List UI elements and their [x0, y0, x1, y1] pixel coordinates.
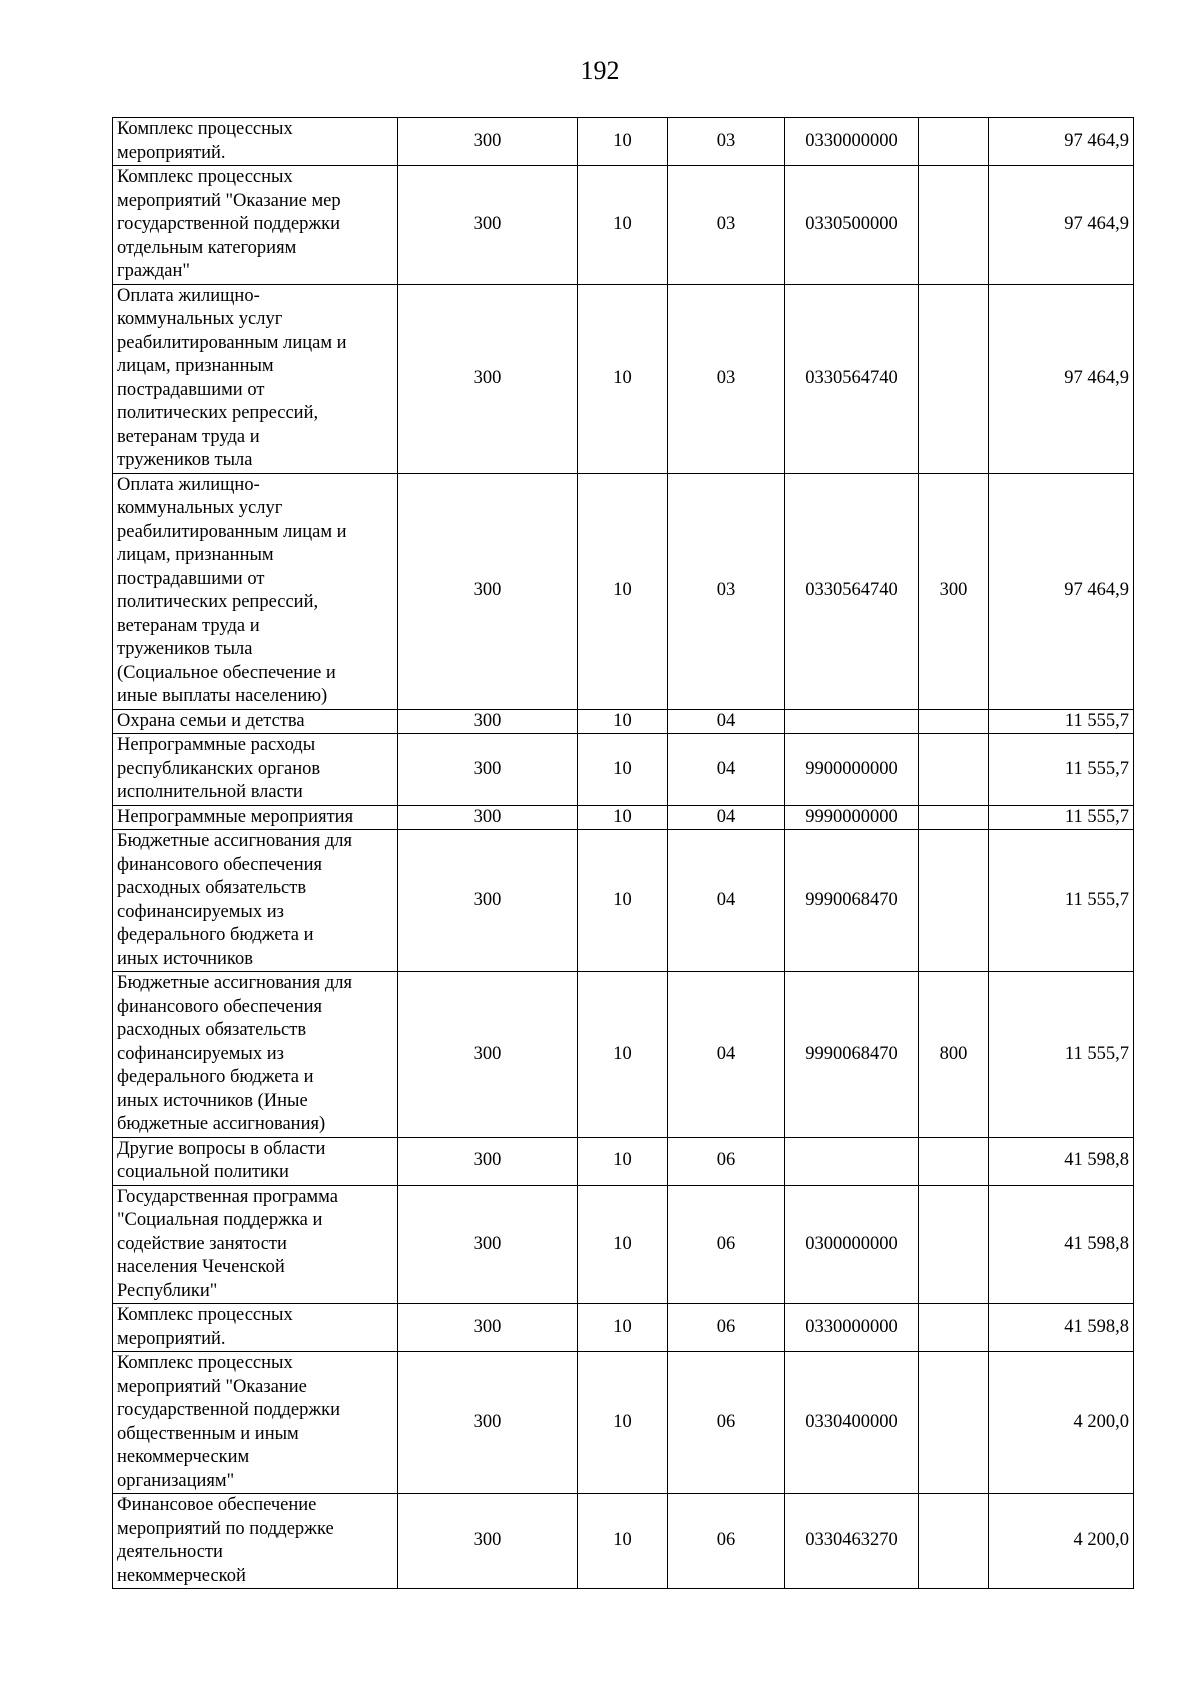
section-code-cell: 10 — [578, 1304, 668, 1352]
budget-table — [112, 117, 1134, 1589]
table-row — [113, 830, 1134, 972]
row-name-line: расходных обязательств — [117, 878, 307, 898]
row-name-line: пострадавшими от — [117, 379, 265, 400]
row-name-line: Бюджетные ассигнования для — [117, 831, 352, 851]
row-name-cell — [113, 473, 398, 709]
target-item-cell: 0330564740 — [785, 473, 919, 709]
expense-type-cell — [919, 118, 989, 166]
row-name-line: государственной поддержки — [117, 214, 341, 234]
row-name-line: содействие занятости — [117, 1233, 287, 1254]
budget-table-body — [113, 118, 1134, 1589]
table-row — [113, 473, 1134, 709]
expense-type-cell — [919, 1494, 989, 1589]
row-name-line: тружеников тыла — [117, 639, 253, 659]
section-code-cell: 10 — [578, 1494, 668, 1589]
row-name-cell — [113, 1137, 398, 1185]
row-name-cell — [113, 166, 398, 285]
target-item-cell: 9900000000 — [785, 734, 919, 806]
section-code-cell: 10 — [578, 805, 668, 830]
row-name-line: софинансируемых из — [117, 1043, 284, 1064]
row-name-line: (Социальное обеспечение и — [117, 662, 336, 683]
row-name-line: мероприятий по поддержке — [117, 1518, 334, 1539]
row-name-line: отдельным категориям — [117, 237, 297, 258]
expense-type-cell: 800 — [919, 972, 989, 1138]
amount-cell: 97 464,9 — [989, 166, 1134, 285]
subsection-code-cell: 06 — [668, 1494, 785, 1589]
section-code-cell: 10 — [578, 284, 668, 473]
section-code-cell: 10 — [578, 709, 668, 734]
row-name-line: реабилитированным лицам и — [117, 332, 347, 353]
expense-type-cell: 300 — [919, 473, 989, 709]
section-code-cell: 10 — [578, 1137, 668, 1185]
table-row — [113, 805, 1134, 830]
amount-cell: 4 200,0 — [989, 1352, 1134, 1494]
row-name-line: Комплекс процессных — [117, 119, 293, 139]
row-name-line: деятельности — [117, 1542, 223, 1562]
subsection-code-cell: 04 — [668, 972, 785, 1138]
subsection-code-cell: 06 — [668, 1185, 785, 1304]
section-code-cell: 10 — [578, 830, 668, 972]
row-name-line: пострадавшими от — [117, 568, 265, 589]
row-name-line: Финансовое обеспечение — [117, 1495, 317, 1515]
amount-cell: 11 555,7 — [989, 972, 1134, 1138]
table-row — [113, 734, 1134, 806]
expense-type-cell — [919, 734, 989, 806]
row-name-line: политических репрессий, — [117, 403, 319, 423]
section-code-cell: 10 — [578, 473, 668, 709]
table-row — [113, 709, 1134, 734]
admin-code-cell: 300 — [398, 830, 578, 972]
row-name-cell — [113, 1304, 398, 1352]
row-name-line: Комплекс процессных — [117, 1305, 293, 1325]
expense-type-cell — [919, 805, 989, 830]
row-name-line: Республики" — [117, 1280, 218, 1301]
row-name-line: Непрограммные расходы — [117, 735, 316, 755]
row-name-cell — [113, 284, 398, 473]
expense-type-cell — [919, 1352, 989, 1494]
row-name-line: Оплата жилищно- — [117, 474, 260, 495]
row-name-line: коммунальных услуг — [117, 309, 283, 329]
target-item-cell: 0330000000 — [785, 1304, 919, 1352]
row-name-line: финансового обеспечения — [117, 996, 322, 1017]
row-name-line: софинансируемых из — [117, 901, 284, 922]
row-name-line: Другие вопросы в области — [117, 1138, 326, 1159]
target-item-cell: 0330564740 — [785, 284, 919, 473]
expense-type-cell — [919, 166, 989, 285]
row-name-line: федерального бюджета и — [117, 925, 314, 945]
expense-type-cell — [919, 1137, 989, 1185]
admin-code-cell: 300 — [398, 1352, 578, 1494]
row-name-line: Государственная программа — [117, 1186, 338, 1207]
row-name-cell — [113, 734, 398, 806]
table-row — [113, 118, 1134, 166]
section-code-cell: 10 — [578, 734, 668, 806]
row-name-cell — [113, 972, 398, 1138]
row-name-cell — [113, 805, 398, 830]
target-item-cell: 0330500000 — [785, 166, 919, 285]
row-name-line: Комплекс процессных — [117, 1353, 293, 1373]
row-name-line: иных источников — [117, 948, 253, 969]
target-item-cell: 9990068470 — [785, 972, 919, 1138]
section-code-cell: 10 — [578, 118, 668, 166]
subsection-code-cell: 03 — [668, 284, 785, 473]
subsection-code-cell: 06 — [668, 1304, 785, 1352]
row-name-line: Оплата жилищно- — [117, 285, 260, 306]
expense-type-cell — [919, 709, 989, 734]
row-name-cell — [113, 1352, 398, 1494]
row-name-line: "Социальная поддержка и — [117, 1210, 323, 1230]
row-name-line: ветеранам труда и — [117, 426, 260, 447]
table-row — [113, 1137, 1134, 1185]
admin-code-cell: 300 — [398, 473, 578, 709]
admin-code-cell: 300 — [398, 734, 578, 806]
admin-code-cell: 300 — [398, 1137, 578, 1185]
expense-type-cell — [919, 830, 989, 972]
row-name-line: расходных обязательств — [117, 1020, 307, 1040]
expense-type-cell — [919, 1304, 989, 1352]
amount-cell: 11 555,7 — [989, 734, 1134, 806]
row-name-line: мероприятий "Оказание мер — [117, 190, 341, 211]
admin-code-cell: 300 — [398, 166, 578, 285]
amount-cell: 97 464,9 — [989, 473, 1134, 709]
section-code-cell: 10 — [578, 1352, 668, 1494]
row-name-line: политических репрессий, — [117, 592, 319, 612]
row-name-line: иные выплаты населению) — [117, 686, 328, 706]
row-name-line: тружеников тыла — [117, 450, 253, 470]
row-name-line: республиканских органов — [117, 758, 321, 779]
subsection-code-cell: 06 — [668, 1137, 785, 1185]
amount-cell: 97 464,9 — [989, 118, 1134, 166]
row-name-line: бюджетные ассигнования) — [117, 1114, 326, 1134]
amount-cell: 11 555,7 — [989, 830, 1134, 972]
row-name-line: социальной политики — [117, 1162, 289, 1182]
row-name-line: общественным и иным — [117, 1423, 299, 1444]
row-name-line: населения Чеченской — [117, 1257, 285, 1277]
subsection-code-cell: 03 — [668, 166, 785, 285]
row-name-cell — [113, 1185, 398, 1304]
subsection-code-cell: 04 — [668, 734, 785, 806]
row-name-line: иных источников (Иные — [117, 1090, 308, 1111]
row-name-line: мероприятий "Оказание — [117, 1376, 307, 1397]
page-number: 192 — [580, 56, 620, 85]
admin-code-cell: 300 — [398, 284, 578, 473]
row-name-cell — [113, 118, 398, 166]
row-name-line: Охрана семьи и детства — [117, 710, 305, 731]
amount-cell: 41 598,8 — [989, 1137, 1134, 1185]
row-name-line: мероприятий. — [117, 1328, 226, 1349]
admin-code-cell: 300 — [398, 1494, 578, 1589]
subsection-code-cell: 04 — [668, 709, 785, 734]
target-item-cell — [785, 1137, 919, 1185]
target-item-cell: 0330400000 — [785, 1352, 919, 1494]
amount-cell: 4 200,0 — [989, 1494, 1134, 1589]
row-name-line: лицам, признанным — [117, 545, 274, 565]
row-name-line: государственной поддержки — [117, 1400, 341, 1420]
row-name-line: реабилитированным лицам и — [117, 521, 347, 542]
table-row — [113, 1352, 1134, 1494]
amount-cell: 97 464,9 — [989, 284, 1134, 473]
row-name-line: лицам, признанным — [117, 356, 274, 376]
subsection-code-cell: 06 — [668, 1352, 785, 1494]
table-row — [113, 166, 1134, 285]
table-row — [113, 1494, 1134, 1589]
row-name-line: Комплекс процессных — [117, 167, 293, 187]
admin-code-cell: 300 — [398, 1304, 578, 1352]
table-row — [113, 1185, 1134, 1304]
target-item-cell: 9990068470 — [785, 830, 919, 972]
target-item-cell — [785, 709, 919, 734]
admin-code-cell: 300 — [398, 1185, 578, 1304]
subsection-code-cell: 03 — [668, 473, 785, 709]
target-item-cell: 0330000000 — [785, 118, 919, 166]
row-name-line: финансового обеспечения — [117, 854, 322, 875]
expense-type-cell — [919, 284, 989, 473]
table-row — [113, 284, 1134, 473]
amount-cell: 11 555,7 — [989, 709, 1134, 734]
row-name-line: коммунальных услуг — [117, 498, 283, 518]
subsection-code-cell: 03 — [668, 118, 785, 166]
section-code-cell: 10 — [578, 166, 668, 285]
row-name-line: некоммерческой — [117, 1565, 246, 1586]
row-name-line: исполнительной власти — [117, 782, 303, 802]
row-name-line: Бюджетные ассигнования для — [117, 973, 352, 993]
amount-cell: 11 555,7 — [989, 805, 1134, 830]
target-item-cell: 0330463270 — [785, 1494, 919, 1589]
row-name-line: федерального бюджета и — [117, 1067, 314, 1087]
target-item-cell: 0300000000 — [785, 1185, 919, 1304]
row-name-line: мероприятий. — [117, 142, 226, 163]
expense-type-cell — [919, 1185, 989, 1304]
admin-code-cell: 300 — [398, 709, 578, 734]
admin-code-cell: 300 — [398, 805, 578, 830]
table-row — [113, 972, 1134, 1138]
admin-code-cell: 300 — [398, 972, 578, 1138]
table-row — [113, 1304, 1134, 1352]
row-name-line: граждан" — [117, 261, 190, 281]
row-name-line: организациям" — [117, 1470, 235, 1491]
subsection-code-cell: 04 — [668, 805, 785, 830]
amount-cell: 41 598,8 — [989, 1185, 1134, 1304]
amount-cell: 41 598,8 — [989, 1304, 1134, 1352]
row-name-line: ветеранам труда и — [117, 615, 260, 636]
subsection-code-cell: 04 — [668, 830, 785, 972]
row-name-cell — [113, 830, 398, 972]
row-name-cell — [113, 1494, 398, 1589]
row-name-line: Непрограммные мероприятия — [117, 806, 354, 827]
row-name-line: некоммерческим — [117, 1447, 250, 1467]
section-code-cell: 10 — [578, 972, 668, 1138]
section-code-cell: 10 — [578, 1185, 668, 1304]
row-name-cell — [113, 709, 398, 734]
admin-code-cell: 300 — [398, 118, 578, 166]
target-item-cell: 9990000000 — [785, 805, 919, 830]
